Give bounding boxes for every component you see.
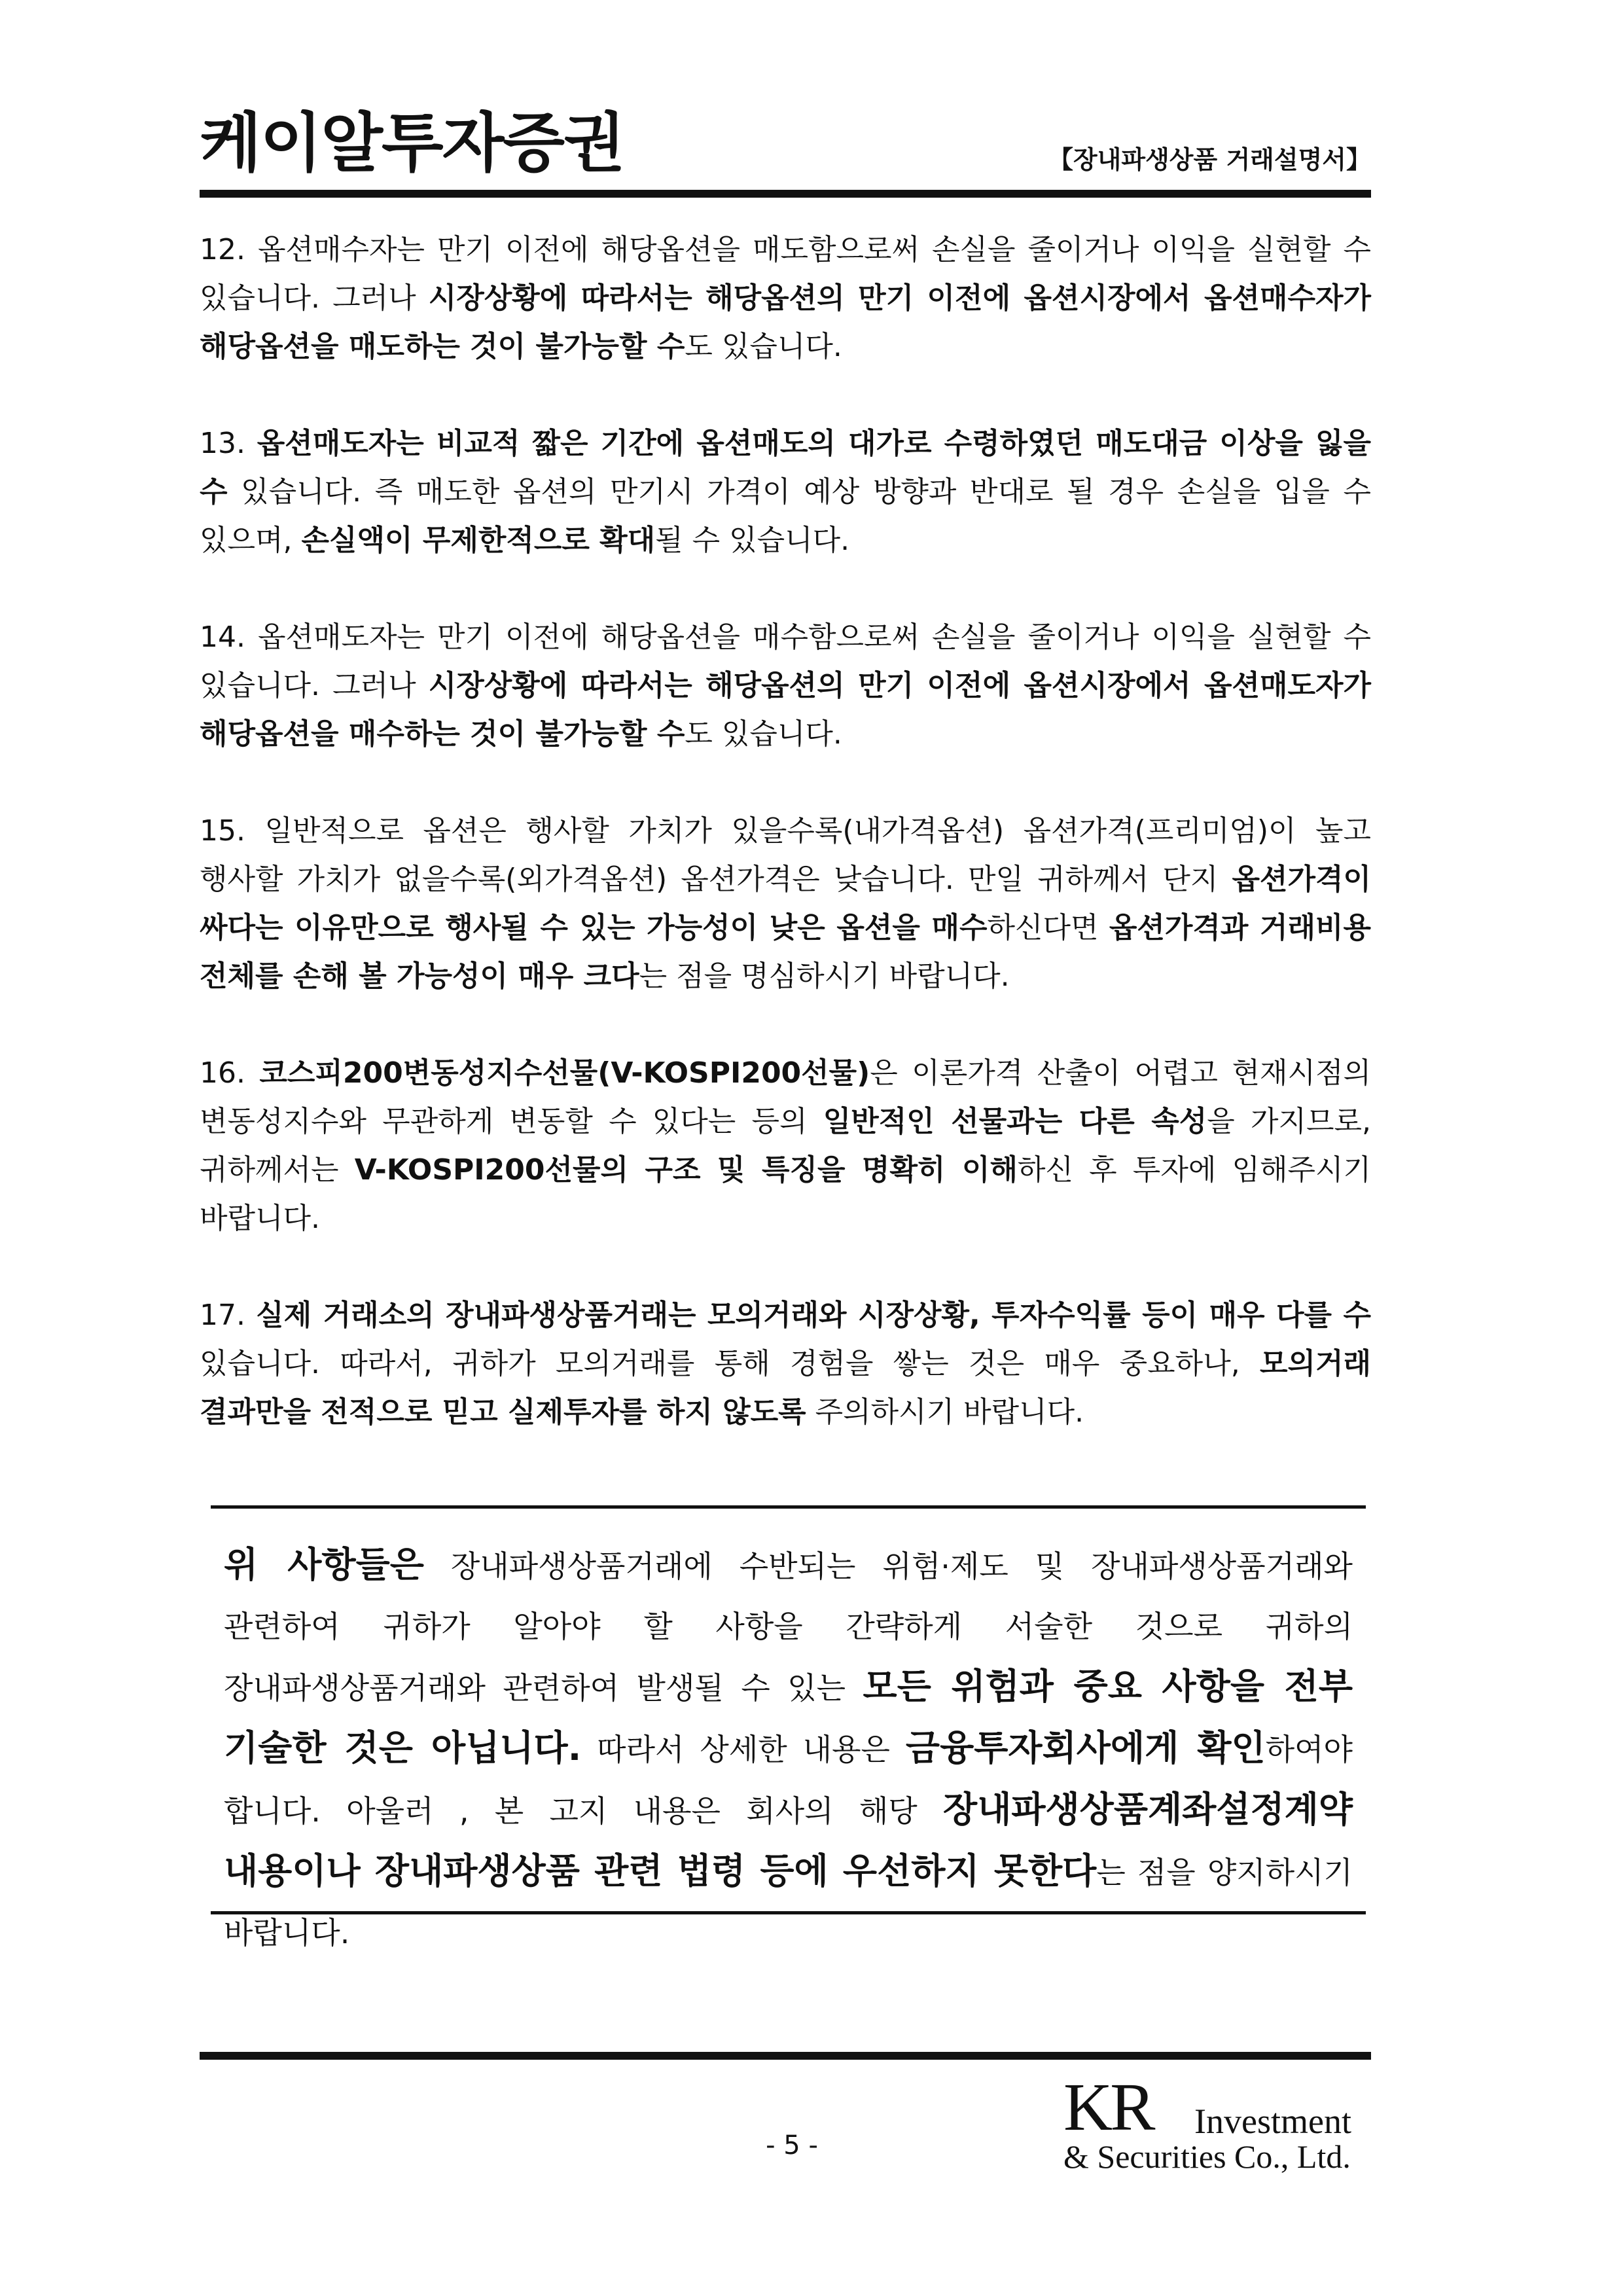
item-number: 15.	[200, 814, 245, 848]
header-rule	[200, 190, 1371, 198]
emphasis-text: 장내파생상품계좌설정계약 내용이나 장내파생상품 관련 법령 등에 우선하지 못한다	[224, 1789, 1353, 1892]
body-text: 하신다면	[987, 911, 1109, 944]
emphasis-text: 모든 위험과 중요 사항을 전부 기술한 것은 아닙니다.	[224, 1666, 1353, 1768]
body-text: 있습니다. 즉 매도한 옵션의 만기시 가격이 예상 방향과 반대로 될 경우 손실을 입을 수 있으며,	[200, 475, 1371, 557]
body-text: 장내파생상품거래에 수반되는 위험·제도 및 장내파생상품거래와 관련하여 귀하가 알아야 할 사항을 간략하게 서술한 것으로 귀하의 장내파생상품거래와 관련하여 발생될 수 있는	[224, 1549, 1353, 1706]
body-text: 하여야 합니다. 아울러 , 본 고지 내용은 회사의 해당	[224, 1732, 1353, 1829]
body-text: 주의하시기 바랍니다.	[806, 1395, 1084, 1429]
body-text: 될 수 있습니다.	[655, 524, 850, 557]
emphasis-text: 일반적인 선물과는 다른 속성	[823, 1105, 1207, 1138]
paragraph-12	[200, 226, 1371, 371]
company-brand-title: 케이알투자증권	[200, 106, 624, 181]
footer-rule	[200, 2052, 1371, 2060]
body-text	[245, 1056, 259, 1090]
risk-disclosure-list	[200, 226, 1371, 1485]
body-text: 하신 후 투자에 임해주시기 바랍니다.	[200, 1153, 1371, 1235]
emphasis-text: 실제 거래소의 장내파생상품거래는 모의거래와 시장상황, 투자수익률 등이 매우 다를 수	[256, 1299, 1371, 1332]
document-type-label: 【장내파생상품 거래설명서】	[1048, 145, 1371, 174]
company-logo	[1063, 2070, 1371, 2175]
item-number: 12.	[200, 233, 245, 266]
body-text: 있습니다. 따라서, 귀하가 모의거래를 통해 경험을 쌓는 것은 매우 중요하나,	[200, 1347, 1260, 1380]
logo-kr-mark: KR	[1063, 2070, 1153, 2145]
paragraph-16	[200, 1049, 1371, 1243]
emphasis-text: V-KOSPI200선물의 구조 및 특징을 명확히 이해	[354, 1153, 1018, 1187]
item-number: 13.	[200, 427, 245, 460]
body-text: 도 있습니다.	[685, 717, 842, 751]
body-text	[245, 427, 257, 460]
paragraph-14	[200, 613, 1371, 759]
body-text	[245, 1299, 256, 1332]
logo-investment-text: Investment	[1194, 2102, 1351, 2141]
emphasis-text: 옵션가격과 거래비용 전체를 손해 볼 가능성이 매우 크다	[200, 911, 1371, 993]
emphasis-text: 손실액이 무제한적으로 확대	[301, 524, 656, 557]
item-number: 16.	[200, 1056, 245, 1090]
item-number: 14.	[200, 620, 245, 654]
notice-box	[211, 1505, 1366, 1950]
emphasis-text: 옵션가격이 싸다는 이유만으로 행사될 수 있는 가능성이 낮은 옵션을 매수	[200, 863, 1371, 944]
emphasis-text: 시장상황에 따라서는 해당옵션의 만기 이전에 옵션시장에서 옵션매도자가 해당옵션을 매수하는 것이 불가능할 수	[200, 669, 1371, 751]
body-text: 일반적으로 옵션은 행사할 가치가 있을수록(내가격옵션) 옵션가격(프리미엄)이 높고 행사할 가치가 없을수록(외가격옵션) 옵션가격은 낮습니다. 만일 귀하께서 단지	[200, 814, 1371, 896]
body-text: 도 있습니다.	[685, 330, 842, 363]
body-text: 따라서 상세한 내용은	[581, 1732, 906, 1767]
logo-securities-text: & Securities Co., Ltd.	[1063, 2138, 1351, 2175]
emphasis-text: 옵션매도자는 비교적 짧은 기간에 옵션매도의 대가로 수령하였던 매도대금 이상을 잃을 수	[200, 427, 1371, 509]
page-number: - 5 -	[766, 2130, 818, 2161]
paragraph-13	[200, 420, 1371, 565]
emphasis-text: 코스피200변동성지수선물(V-KOSPI200선물)	[259, 1056, 870, 1090]
emphasis-text: 시장상황에 따라서는 해당옵션의 만기 이전에 옵션시장에서 옵션매수자가 해당옵션을 매도하는 것이 불가능할 수	[200, 281, 1371, 363]
paragraph-15	[200, 807, 1371, 1001]
notice-text	[224, 1535, 1353, 1963]
body-text: 옵션매수자는 만기 이전에 해당옵션을 매도함으로써 손실을 줄이거나 이익을 실현할 수 있습니다. 그러나	[200, 233, 1371, 315]
body-text: 옵션매도자는 만기 이전에 해당옵션을 매수함으로써 손실을 줄이거나 이익을 실현할 수 있습니다. 그러나	[200, 620, 1371, 702]
item-number: 17.	[200, 1299, 245, 1332]
paragraph-17	[200, 1291, 1371, 1437]
body-text: 을 가지므로, 귀하께서는	[200, 1105, 1371, 1187]
emphasis-text: 금융투자회사에게 확인	[905, 1727, 1266, 1768]
emphasis-text: 위 사항들은	[224, 1544, 424, 1585]
body-text: 는 점을 양지하시기 바랍니다.	[224, 1855, 1353, 1950]
body-text: 는 점을 명심하시기 바랍니다.	[639, 960, 1010, 993]
body-text: 은 이론가격 산출이 어렵고 현재시점의 변동성지수와 무관하게 변동할 수 있다는 등의	[200, 1056, 1371, 1138]
emphasis-text: 모의거래 결과만을 전적으로 믿고 실제투자를 하지 않도록	[200, 1347, 1371, 1429]
